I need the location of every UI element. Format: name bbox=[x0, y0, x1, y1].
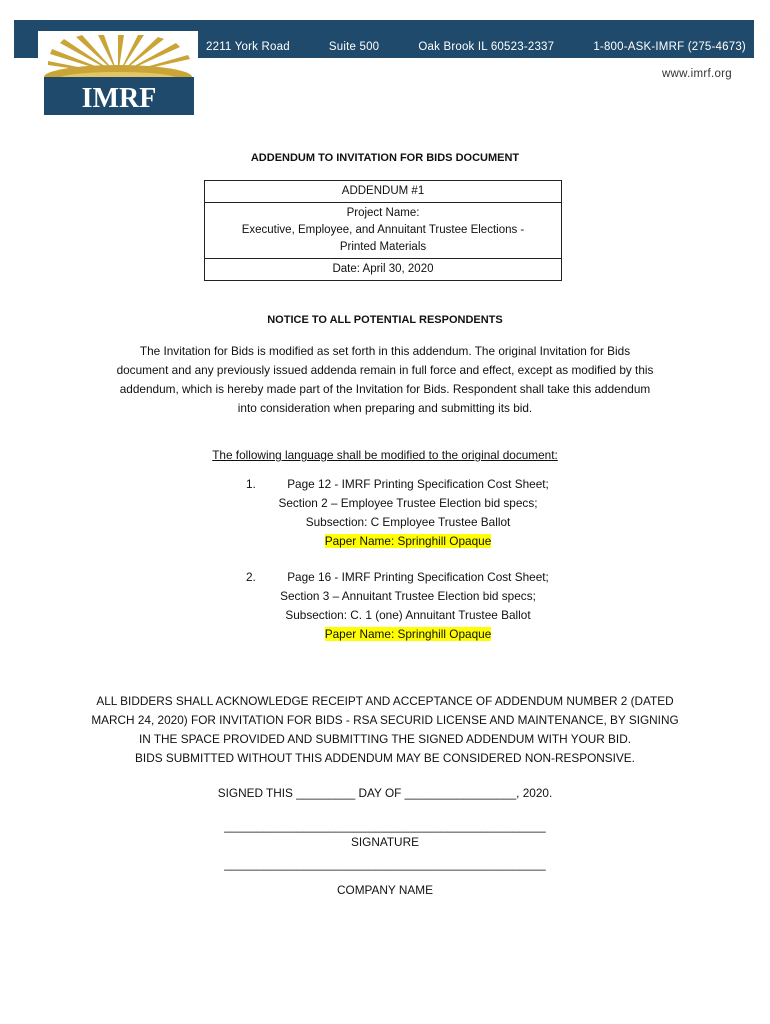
page-title: ADDENDUM TO INVITATION FOR BIDS DOCUMENT bbox=[250, 152, 520, 164]
item-highlight: Paper Name: Springhill Opaque bbox=[324, 534, 492, 548]
addendum-date: Date: April 30, 2020 bbox=[205, 259, 562, 281]
modification-item-1 bbox=[246, 475, 566, 551]
notice-line: document and any previously issued addenda remain in full force and effect, except as modified by this bbox=[116, 363, 654, 377]
item-line: Page 16 - IMRF Printing Specification Cost Sheet; bbox=[287, 570, 549, 584]
addendum-number: ADDENDUM #1 bbox=[205, 181, 562, 203]
company-label: COMPANY NAME bbox=[337, 883, 433, 897]
item-number: 1. bbox=[246, 477, 256, 491]
item-line: Section 2 – Employee Trustee Election bid specs; bbox=[278, 496, 538, 510]
header-address: 2211 York Road bbox=[206, 41, 290, 53]
signed-line: SIGNED THIS _________ DAY OF _________________, 2020. bbox=[217, 786, 553, 800]
signature-rule: _________________________________________________ bbox=[224, 819, 546, 833]
item-line: Section 3 – Annuitant Trustee Election bid specs; bbox=[280, 589, 536, 603]
acknowledgement bbox=[60, 692, 710, 768]
modification-item-2 bbox=[246, 568, 566, 644]
ack-line: BIDS SUBMITTED WITHOUT THIS ADDENDUM MAY BE CONSIDERED NON-RESPONSIVE. bbox=[135, 751, 635, 765]
notice-line: The Invitation for Bids is modified as set forth in this addendum. The original Invitation for Bids bbox=[139, 344, 631, 358]
addendum-table bbox=[204, 180, 562, 281]
project-name-line1: Executive, Employee, and Annuitant Trustee Elections - bbox=[241, 224, 525, 236]
website: www.imrf.org bbox=[661, 68, 732, 80]
header-phone: 1-800-ASK-IMRF (275-4673) bbox=[593, 41, 746, 53]
imrf-logo bbox=[38, 31, 198, 117]
notice-line: addendum, which is hereby made part of the Invitation for Bids. Respondent shall take this addendum bbox=[119, 382, 651, 396]
ack-line: MARCH 24, 2020) FOR INVITATION FOR BIDS - RSA SECURID LICENSE AND MAINTENANCE, BY SIGNING bbox=[91, 713, 679, 727]
company-rule: _________________________________________________ bbox=[224, 857, 546, 871]
notice-body bbox=[88, 342, 682, 418]
notice-title: NOTICE TO ALL POTENTIAL RESPONDENTS bbox=[267, 314, 503, 326]
logo-text: IMRF bbox=[81, 83, 157, 114]
project-name-line2: Printed Materials bbox=[339, 241, 427, 253]
project-label: Project Name: bbox=[346, 207, 420, 219]
item-line: Subsection: C. 1 (one) Annuitant Trustee Ballot bbox=[285, 608, 531, 622]
ack-line: IN THE SPACE PROVIDED AND SUBMITTING THE SIGNED ADDENDUM WITH YOUR BID. bbox=[138, 732, 632, 746]
notice-line: into consideration when preparing and submitting its bid. bbox=[237, 401, 533, 415]
item-highlight: Paper Name: Springhill Opaque bbox=[324, 627, 492, 641]
item-line: Page 12 - IMRF Printing Specification Cost Sheet; bbox=[287, 477, 549, 491]
signature-label: SIGNATURE bbox=[351, 835, 419, 849]
header-contact bbox=[206, 39, 746, 55]
modifications-heading: The following language shall be modified to the original document: bbox=[212, 448, 558, 462]
project-cell bbox=[205, 203, 562, 259]
item-number: 2. bbox=[246, 570, 256, 584]
header-suite: Suite 500 bbox=[328, 41, 380, 53]
item-line: Subsection: C Employee Trustee Ballot bbox=[305, 515, 511, 529]
header-city: Oak Brook IL 60523-2337 bbox=[418, 41, 555, 53]
ack-line: ALL BIDDERS SHALL ACKNOWLEDGE RECEIPT AND ACCEPTANCE OF ADDENDUM NUMBER 2 (DATED bbox=[96, 694, 674, 708]
